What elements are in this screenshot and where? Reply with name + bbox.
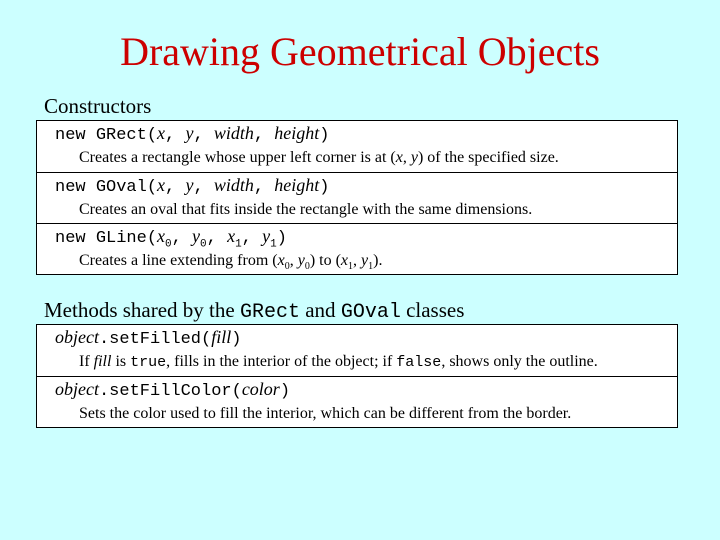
constructor-goval (37, 172, 677, 223)
slide-title: Drawing Geometrical Objects (120, 29, 600, 74)
methods-heading: Methods shared by the GRect and GOval classes (44, 298, 465, 324)
setfillcolor-signature: object.setFillColor(color) (55, 379, 291, 401)
constructor-gline (37, 223, 677, 274)
constructors-box (36, 120, 678, 275)
gline-description: Creates a line extending from ($x_0$, $y_0$) to ($x_1$, $y_1$). (79, 252, 383, 273)
constructors-heading: Constructors (44, 94, 152, 118)
goval-description: Creates an oval that fits inside the rectangle with the same dimensions. (79, 201, 533, 218)
methods-box (36, 324, 678, 428)
goval-signature: new GOval(x, y, width, height) (55, 175, 330, 197)
grect-description: Creates a rectangle whose upper left corner is at (x, y) of the specified size. (79, 149, 559, 166)
setfillcolor-description: Sets the color used to fill the interior, which can be different from the border. (79, 405, 572, 422)
setfilled-signature: object.setFilled(fill) (55, 327, 242, 349)
gline-signature: new $GLine(x_0$, $y_0$, $x_1$, $y_1$) (55, 226, 287, 251)
method-setfilled (37, 325, 677, 376)
setfilled-description: If fill is true, fills in the interior of the object; if false, shows only the outline. (79, 353, 598, 371)
constructor-grect (37, 121, 677, 172)
grect-signature: new GRect(x, y, width, height) (55, 123, 330, 145)
method-setfillcolor (37, 376, 677, 427)
